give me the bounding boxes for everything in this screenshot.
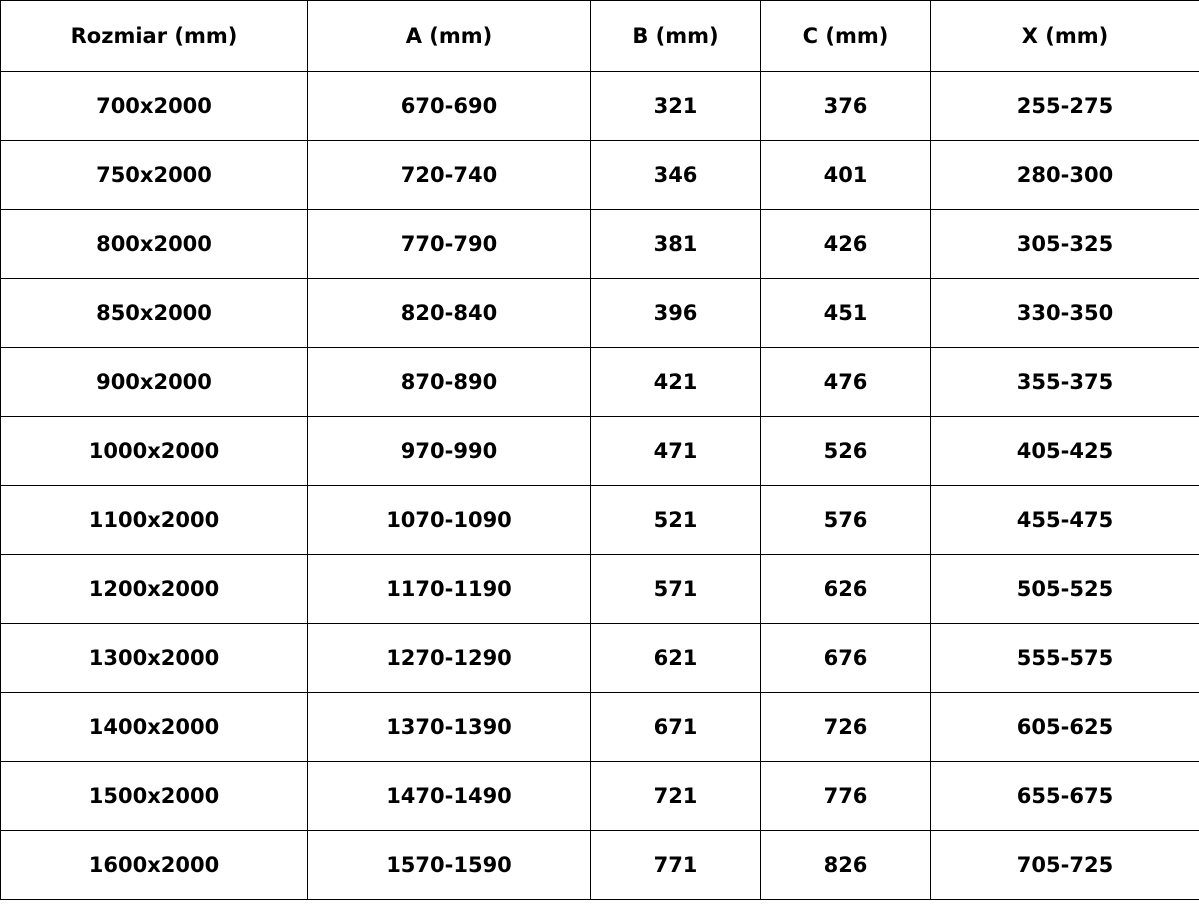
cell-rozmiar: 1500x2000: [1, 762, 308, 831]
column-header-rozmiar: Rozmiar (mm): [1, 1, 308, 72]
cell-x: 280-300: [931, 141, 1199, 210]
cell-b: 381: [591, 210, 761, 279]
cell-c: 726: [761, 693, 931, 762]
cell-x: 555-575: [931, 624, 1199, 693]
cell-a: 970-990: [308, 417, 591, 486]
cell-b: 321: [591, 72, 761, 141]
cell-a: 1570-1590: [308, 831, 591, 900]
table-row: [1, 555, 1199, 624]
cell-x: 330-350: [931, 279, 1199, 348]
cell-a: 720-740: [308, 141, 591, 210]
cell-rozmiar: 900x2000: [1, 348, 308, 417]
cell-a: 670-690: [308, 72, 591, 141]
cell-c: 451: [761, 279, 931, 348]
column-header-b: B (mm): [591, 1, 761, 72]
cell-b: 346: [591, 141, 761, 210]
table-row: [1, 348, 1199, 417]
cell-b: 771: [591, 831, 761, 900]
cell-c: 476: [761, 348, 931, 417]
table-row: [1, 486, 1199, 555]
cell-x: 355-375: [931, 348, 1199, 417]
cell-b: 721: [591, 762, 761, 831]
cell-a: 1170-1190: [308, 555, 591, 624]
table-row: [1, 693, 1199, 762]
cell-b: 571: [591, 555, 761, 624]
cell-x: 505-525: [931, 555, 1199, 624]
cell-rozmiar: 750x2000: [1, 141, 308, 210]
cell-rozmiar: 1300x2000: [1, 624, 308, 693]
cell-b: 396: [591, 279, 761, 348]
table-row: [1, 417, 1199, 486]
cell-a: 1270-1290: [308, 624, 591, 693]
cell-c: 376: [761, 72, 931, 141]
cell-rozmiar: 850x2000: [1, 279, 308, 348]
cell-rozmiar: 1600x2000: [1, 831, 308, 900]
table-header: [1, 1, 1199, 72]
cell-x: 405-425: [931, 417, 1199, 486]
table-row: [1, 831, 1199, 900]
table-row: [1, 210, 1199, 279]
cell-x: 455-475: [931, 486, 1199, 555]
cell-c: 401: [761, 141, 931, 210]
cell-c: 826: [761, 831, 931, 900]
cell-rozmiar: 1200x2000: [1, 555, 308, 624]
table-body: [1, 72, 1199, 900]
cell-a: 820-840: [308, 279, 591, 348]
cell-x: 255-275: [931, 72, 1199, 141]
column-header-x: X (mm): [931, 1, 1199, 72]
cell-c: 426: [761, 210, 931, 279]
cell-b: 521: [591, 486, 761, 555]
cell-x: 305-325: [931, 210, 1199, 279]
cell-a: 770-790: [308, 210, 591, 279]
cell-b: 621: [591, 624, 761, 693]
column-header-c: C (mm): [761, 1, 931, 72]
cell-a: 1070-1090: [308, 486, 591, 555]
cell-x: 705-725: [931, 831, 1199, 900]
table-row: [1, 279, 1199, 348]
cell-rozmiar: 700x2000: [1, 72, 308, 141]
cell-c: 576: [761, 486, 931, 555]
table-header-row: [1, 1, 1199, 72]
table-row: [1, 624, 1199, 693]
cell-rozmiar: 1400x2000: [1, 693, 308, 762]
cell-rozmiar: 1100x2000: [1, 486, 308, 555]
cell-rozmiar: 800x2000: [1, 210, 308, 279]
cell-b: 421: [591, 348, 761, 417]
cell-a: 870-890: [308, 348, 591, 417]
cell-x: 655-675: [931, 762, 1199, 831]
cell-rozmiar: 1000x2000: [1, 417, 308, 486]
table-row: [1, 72, 1199, 141]
cell-a: 1470-1490: [308, 762, 591, 831]
cell-a: 1370-1390: [308, 693, 591, 762]
cell-x: 605-625: [931, 693, 1199, 762]
cell-c: 676: [761, 624, 931, 693]
cell-c: 776: [761, 762, 931, 831]
cell-b: 671: [591, 693, 761, 762]
column-header-a: A (mm): [308, 1, 591, 72]
table-row: [1, 141, 1199, 210]
cell-b: 471: [591, 417, 761, 486]
cell-c: 526: [761, 417, 931, 486]
table-row: [1, 762, 1199, 831]
cell-c: 626: [761, 555, 931, 624]
